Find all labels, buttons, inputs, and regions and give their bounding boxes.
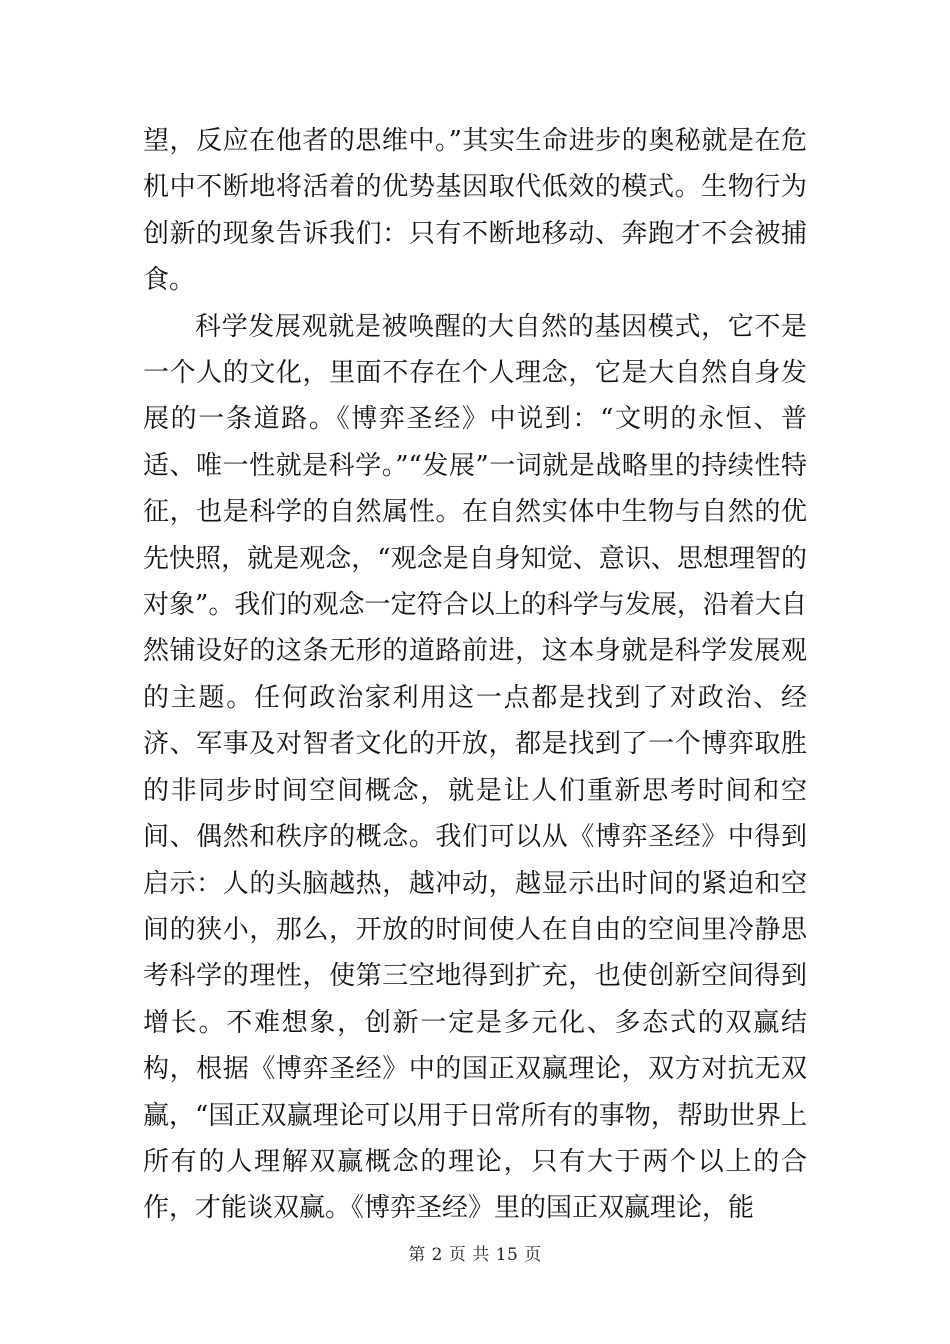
paragraph-scientific-development: 科学发展观就是被唤醒的大自然的基因模式，它不是一个人的文化，里面不存在个人理念，它是大自然自身发展的一条道路。《博弈圣经》中说到：“文明的永恒、普适、唯一性就是科学。”“发展”一词就是战略里的持续性特征，也是科学的自然属性。在自然实体中生物与自然的优先快照，就是观念，“观念是自身知觉、意识、思想理智的对象”。我们的观念一定符合以上的科学与发展，沿着大自然铺设好的这条无形的道路前进，这本身就是科学发展观的主题。任何政治家利用这一点都是找到了对政治、经济、军事及对智者文化的开放，都是找到了一个博弈取胜的非同步时间空间概念，就是让人们重新思考时间和空间、偶然和秩序的概念。我们可以从《博弈圣经》中得到启示：人的头脑越热，越冲动，越显示出时间的紧迫和空间的狭小，那么，开放的时间使人在自由的空间里冷静思考科学的理性，使第三空地得到扩充，也使创新空间得到增长。不难想象，创新一定是多元化、多态式的双赢结构，根据《博弈圣经》中的国正双赢理论，双方对抗无双赢，“国正双赢理论可以用于日常所有的事物，帮助世界上所有的人理解双赢概念的理论，只有大于两个以上的合作，才能谈双赢。《博弈圣经》里的国正双赢理论，能	[143, 311, 807, 1224]
page-footer	[0, 1240, 950, 1265]
document-body	[143, 118, 807, 1232]
paragraph-continuation: 望，反应在他者的思维中。”其实生命进步的奥秘就是在危机中不断地将活着的优势基因取代低效的模式。生物行为创新的现象告诉我们：只有不断地移动、奔跑才不会被捕食。	[143, 126, 807, 296]
page-number-label: 第 2 页 共 15 页	[408, 1245, 542, 1265]
